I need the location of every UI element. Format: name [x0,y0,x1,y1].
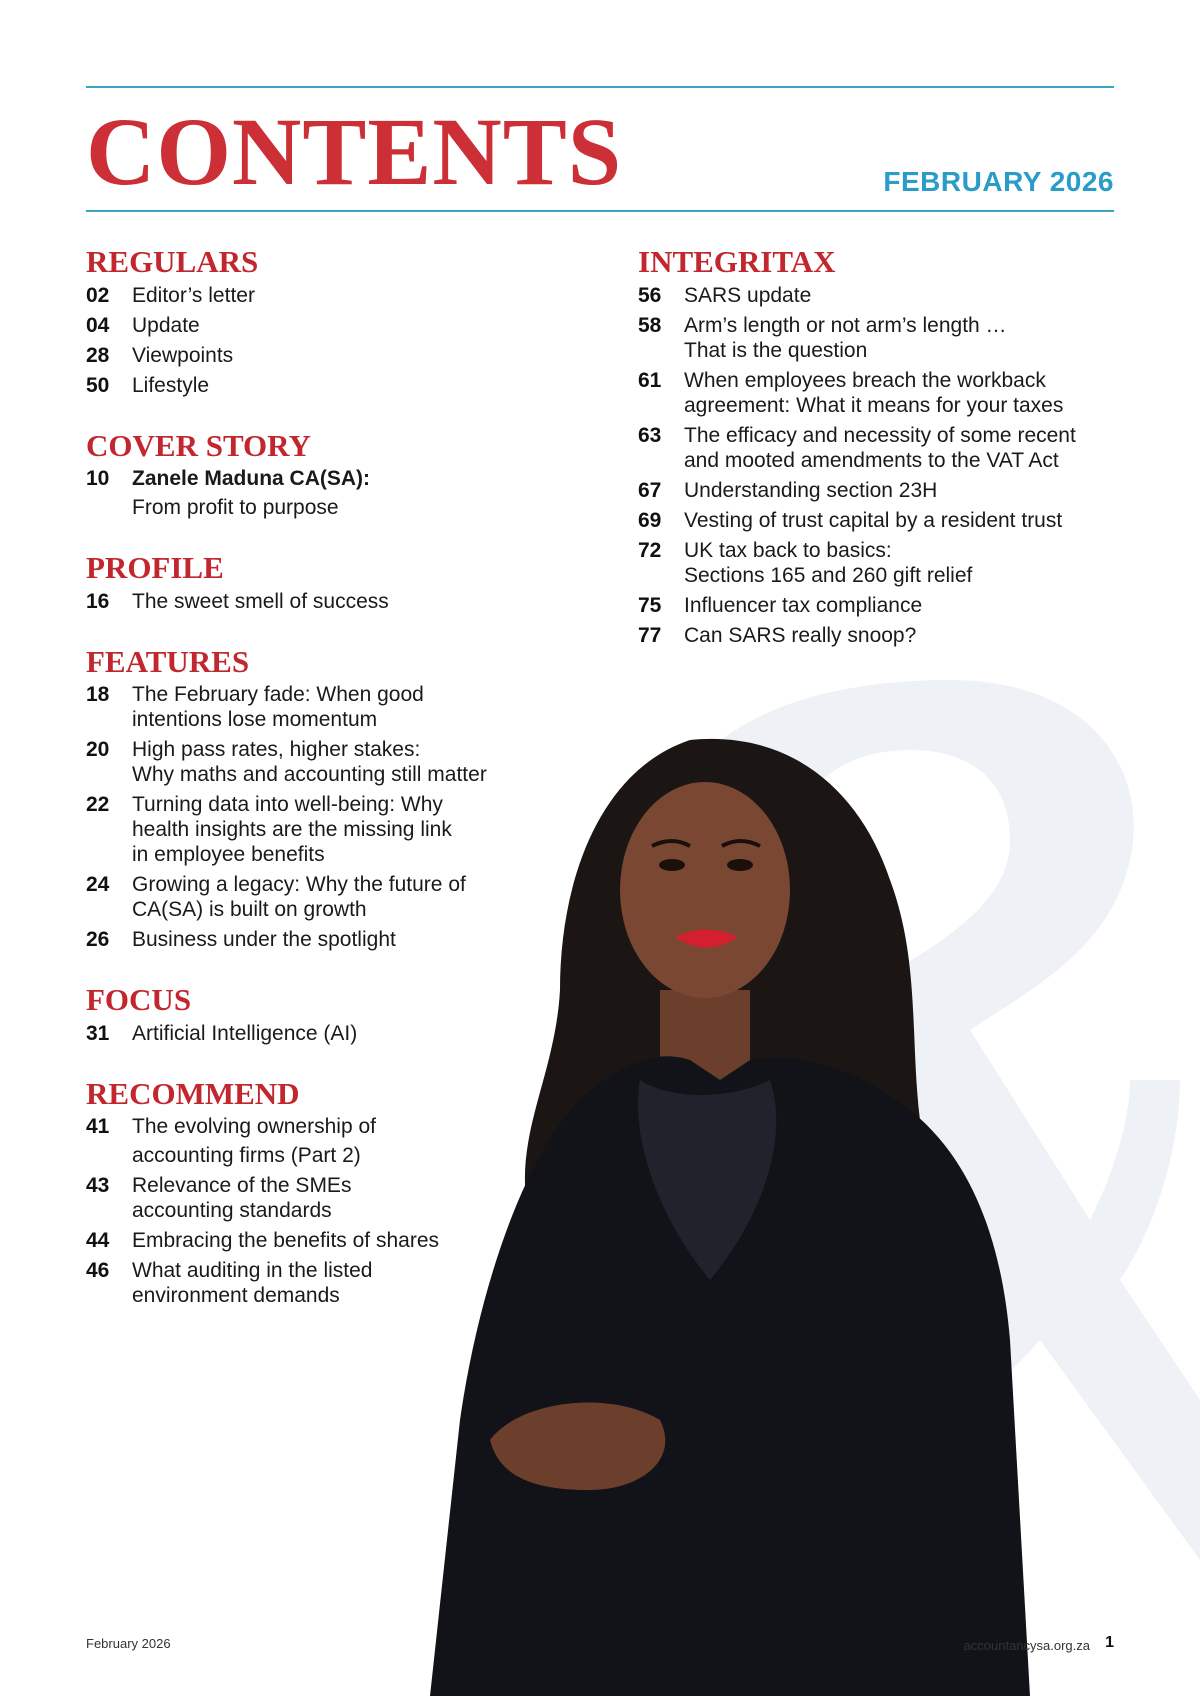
toc-entry[interactable] [86,589,626,614]
entry-title: When employees breach the workback agreement: What it means for your taxes [684,368,1064,417]
page-number: 69 [638,508,662,532]
toc-entry[interactable] [638,623,1138,648]
section-heading: INTEGRITAX [638,244,836,279]
entry-title: The evolving ownership of [132,1115,376,1139]
entry-title: Editor’s letter [132,283,255,307]
entry-title: What auditing in the listed environment demands [132,1259,373,1308]
toc-entry[interactable] [638,508,1138,533]
toc-entry[interactable] [86,283,626,308]
page-number: 41 [86,1115,110,1139]
page-number: 26 [86,928,110,952]
toc-entry[interactable] [638,368,1138,418]
section-features [86,643,626,953]
entry-text [132,1114,376,1168]
page-number: 28 [86,343,110,367]
entry-title: The sweet smell of success [132,589,389,613]
toc-entry[interactable] [638,538,1138,588]
toc-entry[interactable] [638,423,1138,473]
toc-entry[interactable] [86,1228,626,1253]
entry-title: Embracing the benefits of shares [132,1229,440,1253]
entry-title: The February fade: When good intentions lose momentum [132,683,424,732]
toc-entry[interactable] [86,1258,626,1308]
page-number: 10 [86,467,110,491]
toc-entry[interactable] [638,478,1138,503]
page-number: 31 [86,1021,110,1045]
entry-title: Business under the spotlight [132,928,396,952]
section-heading: FOCUS [86,982,192,1018]
footer-website-link[interactable]: accountancysa.org.za [963,1638,1090,1653]
page-number: 58 [638,313,662,337]
contents-left-column [86,246,626,1340]
entry-title: Artificial Intelligence (AI) [132,1021,358,1045]
toc-entry[interactable] [86,313,626,338]
toc-entry[interactable] [86,466,626,520]
page-number-footer: 1 [1105,1634,1114,1651]
entry-title: Understanding section 23H [684,478,938,502]
page-number: 75 [638,593,662,617]
section-heading: PROFILE [86,550,224,586]
entry-subtitle: accounting firms (Part 2) [132,1144,361,1168]
entry-title: Influencer tax compliance [684,593,923,617]
entry-title: Zanele Maduna CA(SA): [132,467,371,491]
entry-title: Growing a legacy: Why the future of CA(SA) is built on growth [132,873,466,922]
toc-entry[interactable] [86,343,626,368]
page-number: 16 [86,589,110,613]
section-heading: FEATURES [86,643,250,679]
entry-title: Relevance of the SMEs accounting standards [132,1174,352,1223]
entry-title: Viewpoints [132,343,234,367]
page-number: 56 [638,283,662,307]
entry-title: Turning data into well-being: Why health insights are the missing link in employee benefits [132,793,452,867]
page-number: 44 [86,1229,110,1253]
page-number: 50 [86,373,110,397]
page-number: 04 [86,313,110,337]
entry-title: Update [132,313,200,337]
section-heading: RECOMMEND [86,1075,300,1111]
entry-text [132,466,370,520]
entry-title: The efficacy and necessity of some recent and mooted amendments to the VAT Act [684,423,1076,472]
page-number: 72 [638,538,662,562]
page-number: 24 [86,873,110,897]
toc-entry[interactable] [638,593,1138,618]
issue-date: FEBRUARY 2026 [883,166,1114,197]
entry-title: SARS update [684,283,812,307]
header-rule [86,210,1114,212]
toc-entry[interactable] [86,1114,626,1168]
section-heading: COVER STORY [86,427,311,463]
section-regulars [86,246,626,398]
entry-title: Lifestyle [132,373,210,397]
page-number: 77 [638,623,662,647]
page-number: 43 [86,1174,110,1198]
toc-entry[interactable] [86,1173,626,1223]
entry-title: Can SARS really snoop? [684,623,917,647]
page-number: 61 [638,368,662,392]
toc-entry[interactable] [86,1021,626,1046]
toc-entry[interactable] [86,737,626,787]
page-number: 20 [86,738,110,762]
toc-entry[interactable] [86,872,626,922]
page-number: 67 [638,478,662,502]
footer-date: February 2026 [86,1636,171,1651]
page-number: 18 [86,683,110,707]
toc-entry[interactable] [86,373,626,398]
entry-title: High pass rates, higher stakes: Why maths and accounting still matter [132,738,487,787]
toc-entry[interactable] [86,927,626,952]
page-number: 46 [86,1259,110,1283]
toc-entry[interactable] [86,682,626,732]
section-heading: REGULARS [86,244,259,279]
entry-subtitle: From profit to purpose [132,496,339,520]
toc-entry[interactable] [638,313,1138,363]
toc-entry[interactable] [86,792,626,867]
page-number: 02 [86,283,110,307]
toc-entry[interactable] [638,283,1138,308]
page-number: 63 [638,423,662,447]
entry-title: UK tax back to basics: Sections 165 and 260 gift relief [684,538,973,587]
top-rule [86,86,1114,88]
page-number: 22 [86,793,110,817]
section-cover-story [86,427,626,521]
entry-title: Arm’s length or not arm’s length … That is the question [684,313,1007,362]
section-profile [86,552,626,614]
contents-right-column [638,246,1138,680]
entry-title: Vesting of trust capital by a resident trust [684,508,1063,532]
section-focus [86,984,626,1046]
section-integritax [638,246,1138,648]
page-title: CONTENTS [86,98,623,205]
section-recommend [86,1075,626,1309]
